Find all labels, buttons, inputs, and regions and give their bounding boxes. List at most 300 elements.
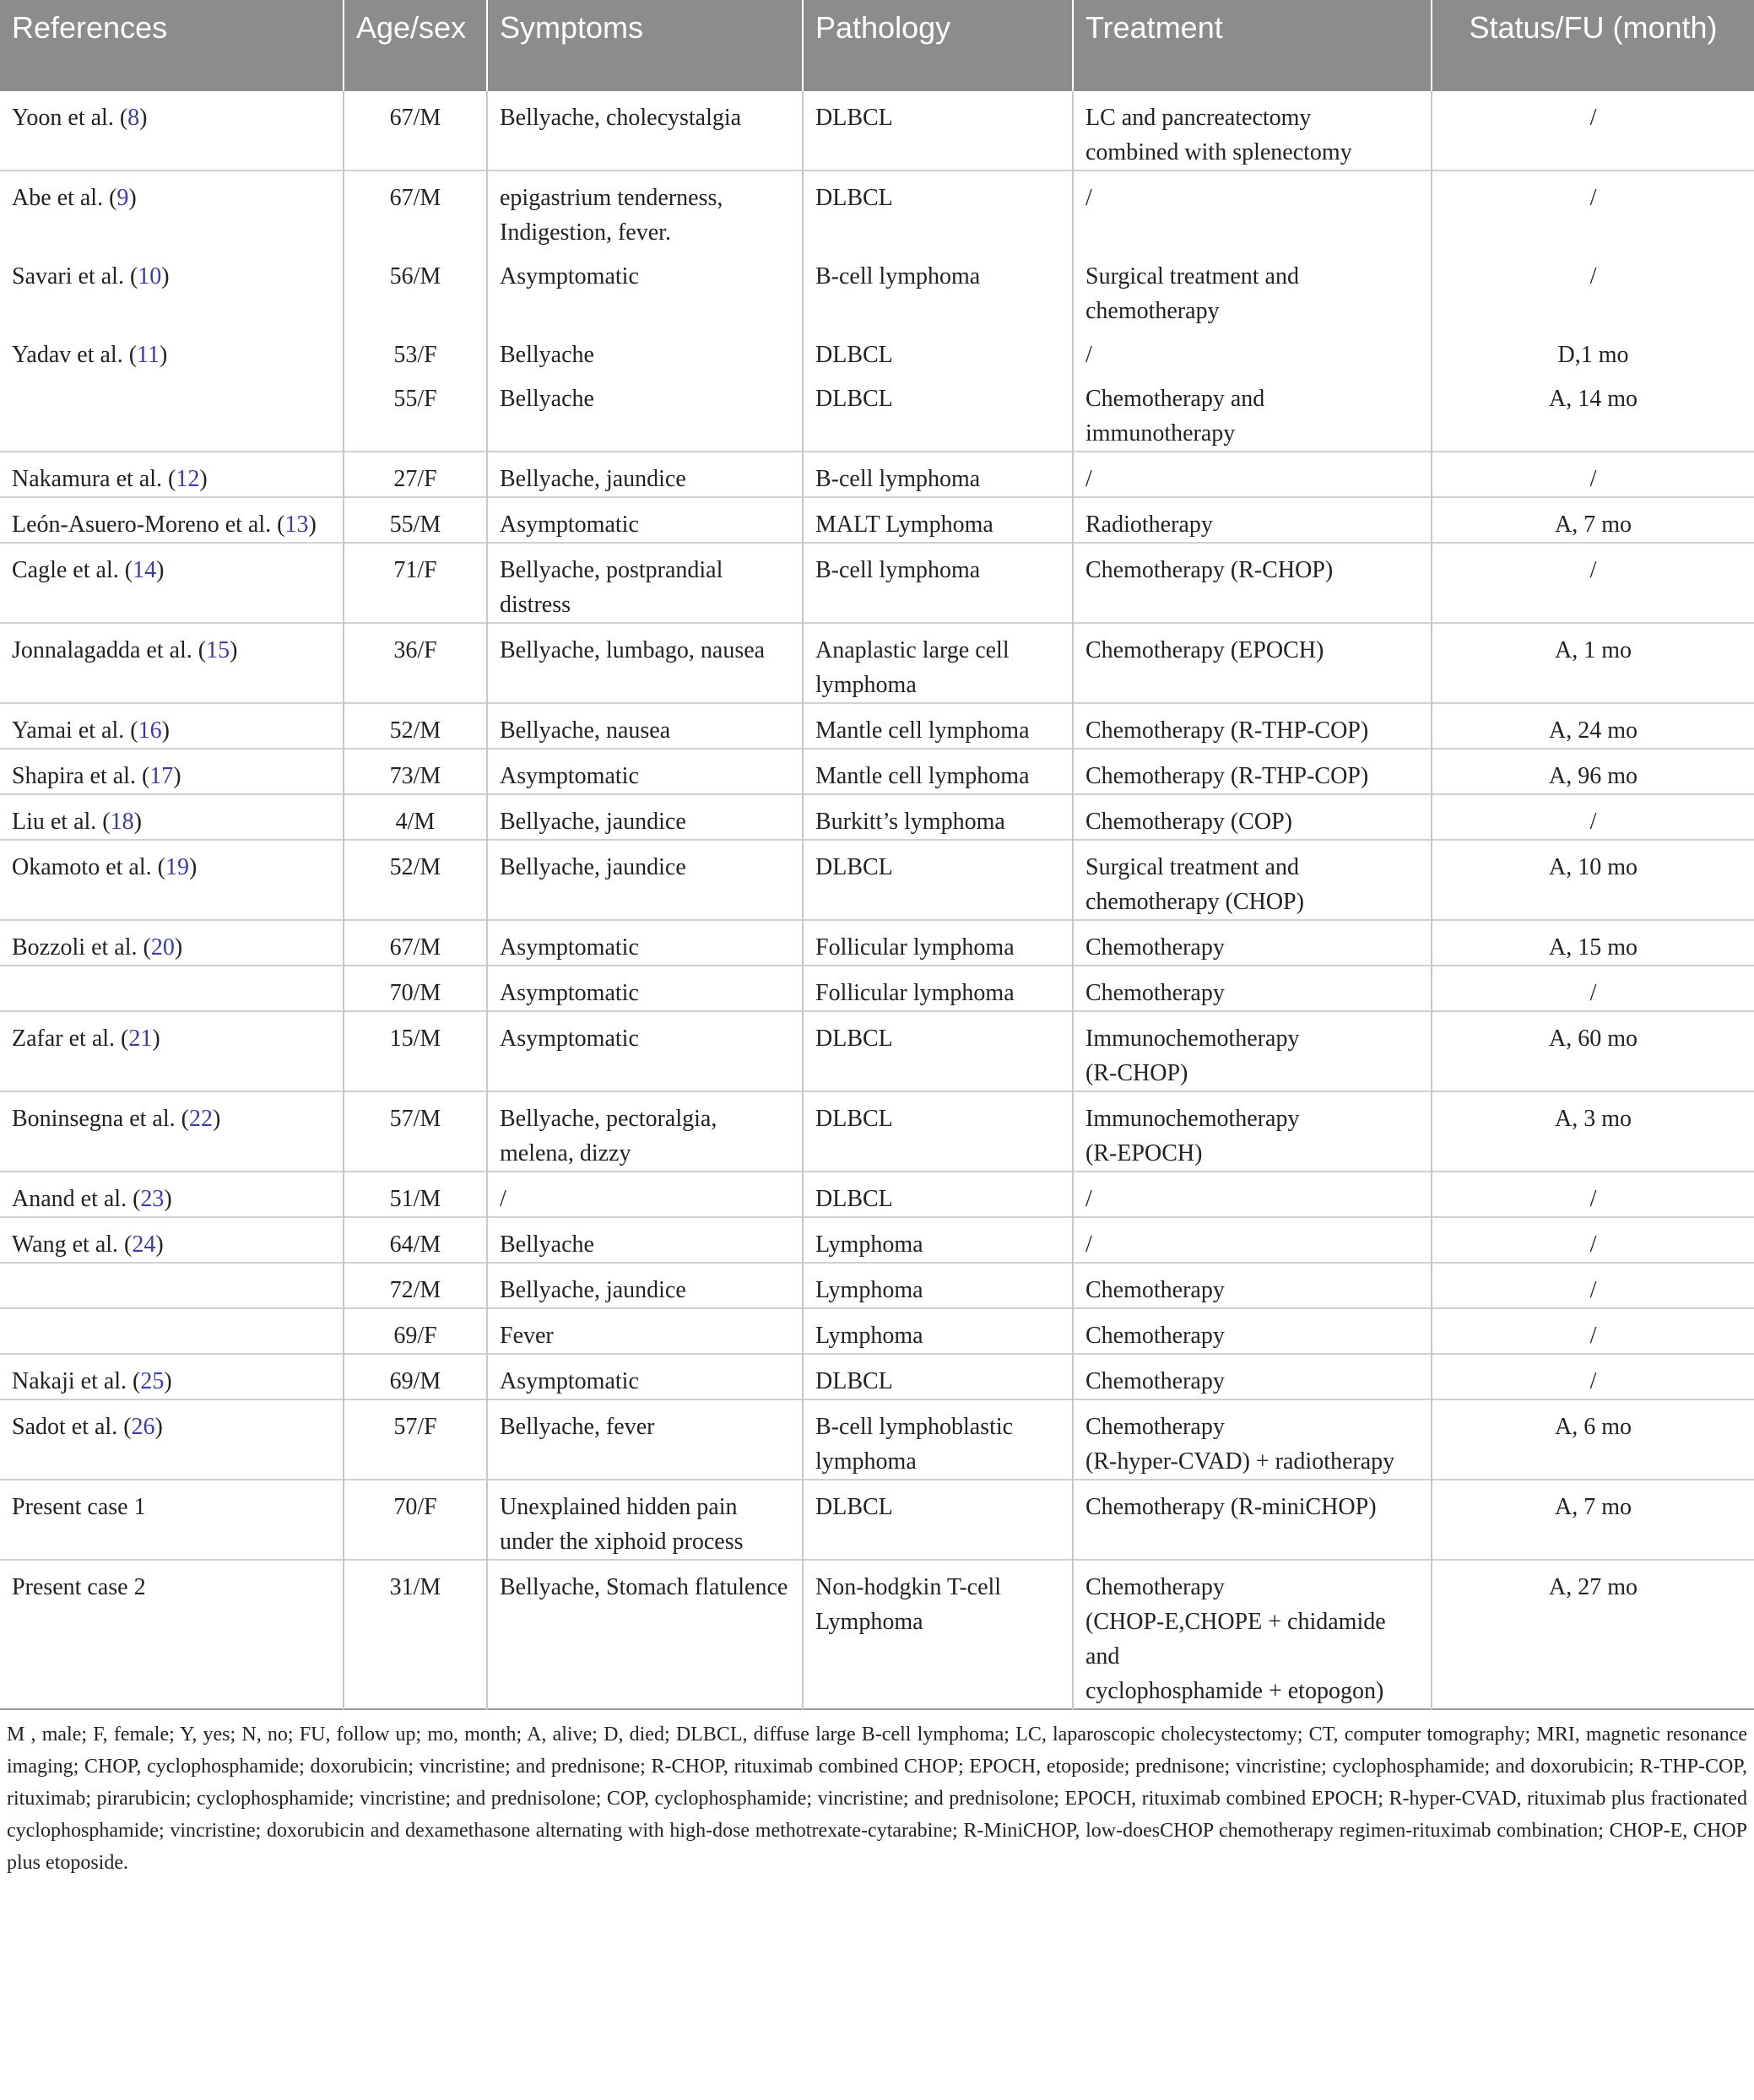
cell-pathology bbox=[803, 1263, 1073, 1308]
cell-treatment-line: Surgical treatment and bbox=[1085, 854, 1299, 880]
cell-symptoms bbox=[487, 1308, 803, 1354]
cell-pathology-line: Mantle cell lymphoma bbox=[815, 717, 1030, 744]
cell-symptoms bbox=[487, 966, 803, 1011]
cell-reference bbox=[0, 1560, 344, 1709]
cell-symptoms bbox=[487, 91, 803, 170]
cell-symptoms-line: Unexplained hidden pain bbox=[500, 1494, 738, 1520]
cell-status: / bbox=[1589, 1323, 1597, 1349]
reference-close: ) bbox=[156, 557, 165, 583]
header-age-sex: Age/sex bbox=[344, 0, 487, 91]
cell-reference bbox=[0, 543, 344, 623]
reference-author: Present case 1 bbox=[12, 1494, 146, 1520]
table-header bbox=[0, 0, 1754, 91]
cell-symptoms bbox=[487, 250, 803, 328]
cell-treatment-line: Chemotherapy (COP) bbox=[1085, 809, 1292, 835]
cell-symptoms-line: Bellyache bbox=[500, 342, 594, 368]
cell-symptoms bbox=[487, 1560, 803, 1709]
cell-symptoms bbox=[487, 497, 803, 543]
cell-age-sex: 4/M bbox=[344, 794, 487, 840]
cell-treatment bbox=[1073, 1172, 1432, 1217]
cell-pathology bbox=[803, 840, 1073, 920]
cell-symptoms-line: melena, dizzy bbox=[500, 1140, 631, 1166]
cell-status: A, 24 mo bbox=[1549, 717, 1638, 744]
reference-close: ) bbox=[159, 342, 168, 368]
reference-author: Bozzoli et al. ( bbox=[12, 934, 151, 961]
cell-reference bbox=[0, 497, 344, 543]
cell-symptoms-line: Bellyache, nausea bbox=[500, 717, 671, 744]
reference-author: Liu et al. ( bbox=[12, 809, 111, 835]
table-row bbox=[0, 1217, 1754, 1263]
reference-close: ) bbox=[212, 1106, 221, 1132]
cell-treatment-line: Chemotherapy (R-CHOP) bbox=[1085, 557, 1334, 583]
cell-status: / bbox=[1589, 263, 1597, 290]
cell-treatment-line: Surgical treatment and bbox=[1085, 263, 1299, 290]
cell-treatment bbox=[1073, 840, 1432, 920]
reference-number-link[interactable]: 25 bbox=[140, 1368, 165, 1394]
cell-pathology-line: Lymphoma bbox=[815, 1323, 923, 1349]
cell-treatment bbox=[1073, 250, 1432, 328]
cell-symptoms bbox=[487, 1091, 803, 1172]
cell-symptoms-line: distress bbox=[500, 592, 571, 618]
reference-number-link[interactable]: 12 bbox=[176, 466, 200, 492]
reference-number-link[interactable]: 9 bbox=[116, 185, 129, 211]
cell-pathology-line: lymphoma bbox=[815, 1448, 917, 1475]
cell-age-sex: 27/F bbox=[344, 452, 487, 497]
reference-number-link[interactable]: 15 bbox=[206, 637, 230, 663]
reference-close: ) bbox=[155, 1231, 164, 1258]
cell-status: / bbox=[1589, 557, 1597, 583]
reference-author: Abe et al. ( bbox=[12, 185, 117, 211]
reference-author: Shapira et al. ( bbox=[12, 763, 150, 789]
reference-number-link[interactable]: 22 bbox=[188, 1106, 213, 1132]
cell-reference bbox=[0, 920, 344, 966]
cell-reference bbox=[0, 749, 344, 794]
cell-pathology-line: DLBCL bbox=[815, 386, 893, 412]
cell-pathology bbox=[803, 452, 1073, 497]
cell-pathology-line: Anaplastic large cell bbox=[815, 637, 1010, 663]
cell-pathology bbox=[803, 623, 1073, 703]
cell-age-sex: 73/M bbox=[344, 749, 487, 794]
cell-pathology bbox=[803, 1354, 1073, 1399]
reference-author: León-Asuero-Moreno et al. ( bbox=[12, 511, 285, 538]
header-row bbox=[0, 0, 1754, 91]
table-row bbox=[0, 1308, 1754, 1354]
cell-treatment bbox=[1073, 91, 1432, 170]
cell-symptoms bbox=[487, 749, 803, 794]
cell-pathology bbox=[803, 1560, 1073, 1709]
reference-close: ) bbox=[230, 637, 238, 663]
cell-treatment bbox=[1073, 452, 1432, 497]
table-row bbox=[0, 250, 1754, 328]
cell-symptoms bbox=[487, 452, 803, 497]
reference-author: Okamoto et al. ( bbox=[12, 854, 165, 880]
cell-treatment-line: / bbox=[1085, 1186, 1092, 1212]
table-row bbox=[0, 452, 1754, 497]
cell-pathology bbox=[803, 497, 1073, 543]
cell-pathology-line: Follicular lymphoma bbox=[815, 934, 1015, 961]
cell-symptoms-line: Bellyache, pectoralgia, bbox=[500, 1106, 717, 1132]
cell-age-sex: 69/M bbox=[344, 1354, 487, 1399]
cell-treatment-line: Chemotherapy (R-miniCHOP) bbox=[1085, 1494, 1377, 1520]
cell-treatment bbox=[1073, 1480, 1432, 1560]
cell-treatment-line: Immunochemotherapy bbox=[1085, 1106, 1300, 1132]
cell-treatment-line: (R-EPOCH) bbox=[1085, 1140, 1203, 1166]
cell-symptoms-line: Indigestion, fever. bbox=[500, 219, 671, 246]
cell-symptoms-line: Asymptomatic bbox=[500, 1368, 639, 1394]
reference-author: Cagle et al. ( bbox=[12, 557, 133, 583]
header-symptoms: Symptoms bbox=[487, 0, 803, 91]
table-body bbox=[0, 91, 1754, 1709]
cell-treatment bbox=[1073, 1011, 1432, 1091]
cell-pathology bbox=[803, 1399, 1073, 1480]
reference-number-link[interactable]: 10 bbox=[138, 263, 162, 290]
cell-pathology bbox=[803, 1480, 1073, 1560]
cell-treatment-line: combined with splenectomy bbox=[1085, 139, 1352, 165]
cell-symptoms-line: Bellyache bbox=[500, 386, 594, 412]
cell-age-sex: 69/F bbox=[344, 1308, 487, 1354]
cell-reference bbox=[0, 794, 344, 840]
cell-status: / bbox=[1589, 466, 1597, 492]
header-status: Status/FU (month) bbox=[1432, 0, 1754, 91]
cell-treatment bbox=[1073, 623, 1432, 703]
cell-treatment-line: Chemotherapy bbox=[1085, 934, 1225, 961]
cell-status: / bbox=[1589, 980, 1597, 1006]
cell-reference bbox=[0, 250, 344, 328]
reference-close: ) bbox=[161, 717, 170, 744]
cell-symptoms bbox=[487, 1354, 803, 1399]
reference-number-link[interactable]: 23 bbox=[140, 1186, 165, 1212]
cell-age-sex: 56/M bbox=[344, 250, 487, 328]
reference-number-link[interactable]: 26 bbox=[131, 1414, 155, 1440]
table-row bbox=[0, 1263, 1754, 1308]
reference-number-link[interactable]: 16 bbox=[138, 717, 162, 744]
cell-symptoms-line: Asymptomatic bbox=[500, 263, 639, 290]
cell-pathology-line: DLBCL bbox=[815, 1026, 893, 1052]
cell-treatment-line: / bbox=[1085, 466, 1092, 492]
reference-number-link[interactable]: 18 bbox=[110, 809, 134, 835]
cell-status: / bbox=[1589, 809, 1597, 835]
cell-status: / bbox=[1589, 1186, 1597, 1212]
cell-age-sex: 72/M bbox=[344, 1263, 487, 1308]
cell-age-sex: 67/M bbox=[344, 920, 487, 966]
cell-treatment-line: immunotherapy bbox=[1085, 420, 1236, 447]
cell-pathology bbox=[803, 920, 1073, 966]
cell-treatment-line: cyclophosphamide + etopogon) bbox=[1085, 1678, 1384, 1704]
cell-pathology-line: Lymphoma bbox=[815, 1231, 923, 1258]
cell-symptoms-line: Bellyache, postprandial bbox=[500, 557, 723, 583]
cell-treatment-line: Radiotherapy bbox=[1085, 511, 1213, 538]
cell-treatment-line: / bbox=[1085, 342, 1092, 368]
cell-age-sex: 51/M bbox=[344, 1172, 487, 1217]
table-row bbox=[0, 703, 1754, 749]
cell-status: / bbox=[1589, 185, 1597, 211]
cell-pathology bbox=[803, 1172, 1073, 1217]
cell-status: / bbox=[1589, 1231, 1597, 1258]
cell-age-sex: 31/M bbox=[344, 1560, 487, 1709]
cell-status: A, 15 mo bbox=[1549, 934, 1638, 961]
cell-pathology bbox=[803, 91, 1073, 170]
cell-treatment-line: / bbox=[1085, 1231, 1092, 1258]
reference-author: Zafar et al. ( bbox=[12, 1026, 129, 1052]
cell-age-sex: 15/M bbox=[344, 1011, 487, 1091]
cell-pathology bbox=[803, 703, 1073, 749]
cell-symptoms-line: Bellyache, lumbago, nausea bbox=[500, 637, 766, 663]
cell-treatment bbox=[1073, 794, 1432, 840]
cell-age-sex: 36/F bbox=[344, 623, 487, 703]
cell-symptoms-line: Bellyache, cholecystalgia bbox=[500, 105, 742, 131]
reference-close: ) bbox=[133, 809, 142, 835]
cell-pathology bbox=[803, 328, 1073, 372]
cell-pathology-line: Burkitt’s lymphoma bbox=[815, 809, 1005, 835]
cell-age-sex: 52/M bbox=[344, 703, 487, 749]
table-row bbox=[0, 1172, 1754, 1217]
cell-treatment bbox=[1073, 920, 1432, 966]
cell-reference bbox=[0, 1091, 344, 1172]
cell-status: A, 14 mo bbox=[1549, 386, 1638, 412]
cell-symptoms bbox=[487, 170, 803, 250]
cell-symptoms bbox=[487, 1011, 803, 1091]
cell-reference bbox=[0, 170, 344, 250]
cell-symptoms bbox=[487, 1172, 803, 1217]
reference-author: Present case 2 bbox=[12, 1574, 146, 1600]
cell-age-sex: 55/F bbox=[344, 372, 487, 452]
cell-symptoms-line: Fever bbox=[500, 1323, 554, 1349]
cell-symptoms bbox=[487, 1217, 803, 1263]
cell-treatment bbox=[1073, 1091, 1432, 1172]
reference-close: ) bbox=[164, 1368, 172, 1394]
cell-pathology-line: B-cell lymphoma bbox=[815, 466, 981, 492]
cell-symptoms-line: Asymptomatic bbox=[500, 980, 639, 1006]
cell-pathology bbox=[803, 170, 1073, 250]
cell-pathology-line: DLBCL bbox=[815, 185, 893, 211]
cell-status: A, 7 mo bbox=[1555, 511, 1632, 538]
cell-symptoms-line: under the xiphoid process bbox=[500, 1529, 744, 1555]
reference-close: ) bbox=[164, 1186, 172, 1212]
table-row bbox=[0, 1354, 1754, 1399]
cell-pathology bbox=[803, 543, 1073, 623]
reference-author: Anand et al. ( bbox=[12, 1186, 141, 1212]
cell-age-sex: 57/F bbox=[344, 1399, 487, 1480]
cell-symptoms-line: Bellyache, Stomach flatulence bbox=[500, 1574, 788, 1600]
reference-number-link[interactable]: 17 bbox=[149, 763, 174, 789]
reference-number-link[interactable]: 13 bbox=[284, 511, 309, 538]
cell-symptoms bbox=[487, 543, 803, 623]
reference-author: Yoon et al. ( bbox=[12, 105, 128, 131]
cell-status: A, 7 mo bbox=[1555, 1494, 1632, 1520]
cell-reference bbox=[0, 840, 344, 920]
cell-symptoms bbox=[487, 623, 803, 703]
cell-pathology-line: DLBCL bbox=[815, 105, 893, 131]
cell-pathology-line: DLBCL bbox=[815, 854, 893, 880]
cell-reference bbox=[0, 452, 344, 497]
cell-treatment-line: Chemotherapy (R-THP-COP) bbox=[1085, 717, 1369, 744]
reference-number-link[interactable]: 19 bbox=[165, 854, 189, 880]
cell-symptoms bbox=[487, 794, 803, 840]
cell-treatment-line: Chemotherapy bbox=[1085, 1277, 1225, 1303]
cell-treatment-line: Chemotherapy bbox=[1085, 1368, 1225, 1394]
cell-treatment-line: (R-hyper-CVAD) + radiotherapy bbox=[1085, 1448, 1395, 1475]
table-row bbox=[0, 170, 1754, 250]
reference-close: ) bbox=[188, 854, 198, 880]
cell-symptoms bbox=[487, 840, 803, 920]
cell-pathology bbox=[803, 1308, 1073, 1354]
table-row bbox=[0, 1011, 1754, 1091]
table-row bbox=[0, 543, 1754, 623]
cell-pathology-line: Non-hodgkin T-cell bbox=[815, 1574, 1002, 1600]
cell-treatment bbox=[1073, 328, 1432, 372]
cell-status: / bbox=[1589, 105, 1597, 131]
cell-pathology-line: MALT Lymphoma bbox=[815, 511, 993, 538]
cell-symptoms-line: Bellyache, fever bbox=[500, 1414, 655, 1440]
cell-treatment bbox=[1073, 1308, 1432, 1354]
cell-treatment bbox=[1073, 966, 1432, 1011]
cell-age-sex: 57/M bbox=[344, 1091, 487, 1172]
cell-symptoms bbox=[487, 328, 803, 372]
cell-symptoms-line: Asymptomatic bbox=[500, 511, 639, 538]
cell-treatment-line: Immunochemotherapy bbox=[1085, 1026, 1300, 1052]
cell-pathology bbox=[803, 1091, 1073, 1172]
table-row bbox=[0, 1091, 1754, 1172]
reference-author: Yamai et al. ( bbox=[12, 717, 138, 744]
cell-pathology bbox=[803, 794, 1073, 840]
cell-treatment-line: chemotherapy bbox=[1085, 298, 1220, 324]
cell-treatment bbox=[1073, 1560, 1432, 1709]
cell-pathology-line: B-cell lymphoma bbox=[815, 557, 981, 583]
cell-symptoms bbox=[487, 1399, 803, 1480]
cell-symptoms-line: Bellyache, jaundice bbox=[500, 854, 686, 880]
cell-treatment bbox=[1073, 703, 1432, 749]
cell-status: / bbox=[1589, 1277, 1597, 1303]
cell-reference bbox=[0, 1011, 344, 1091]
cell-reference bbox=[0, 1399, 344, 1480]
table-row bbox=[0, 372, 1754, 452]
reference-author: Wang et al. ( bbox=[12, 1231, 133, 1258]
cell-reference bbox=[0, 1217, 344, 1263]
cell-treatment bbox=[1073, 372, 1432, 452]
cell-pathology bbox=[803, 1011, 1073, 1091]
table-row bbox=[0, 1399, 1754, 1480]
cell-age-sex: 70/F bbox=[344, 1480, 487, 1560]
cell-pathology-line: DLBCL bbox=[815, 342, 893, 368]
cell-status: A, 60 mo bbox=[1549, 1026, 1638, 1052]
cell-reference bbox=[0, 1308, 344, 1354]
table-row bbox=[0, 623, 1754, 703]
cell-symptoms-line: Asymptomatic bbox=[500, 1026, 639, 1052]
reference-number-link[interactable]: 14 bbox=[133, 557, 157, 583]
cell-reference bbox=[0, 1263, 344, 1308]
cell-treatment-line: Chemotherapy (R-THP-COP) bbox=[1085, 763, 1369, 789]
header-treatment: Treatment bbox=[1073, 0, 1432, 91]
cell-symptoms-line: / bbox=[500, 1186, 506, 1212]
cell-reference bbox=[0, 1354, 344, 1399]
reference-number-link[interactable]: 24 bbox=[132, 1231, 156, 1258]
cell-symptoms-line: epigastrium tenderness, bbox=[500, 185, 723, 211]
cell-pathology-line: Lymphoma bbox=[815, 1609, 923, 1635]
reference-number-link[interactable]: 11 bbox=[137, 342, 160, 368]
cell-pathology bbox=[803, 1217, 1073, 1263]
cell-reference bbox=[0, 1480, 344, 1560]
cell-age-sex: 67/M bbox=[344, 91, 487, 170]
cell-symptoms bbox=[487, 920, 803, 966]
reference-number-link[interactable]: 20 bbox=[150, 934, 175, 961]
cell-treatment bbox=[1073, 170, 1432, 250]
cell-reference bbox=[0, 328, 344, 372]
cell-treatment-line: Chemotherapy (EPOCH) bbox=[1085, 637, 1324, 663]
cell-symptoms bbox=[487, 703, 803, 749]
cell-status: A, 1 mo bbox=[1555, 637, 1632, 663]
cell-age-sex: 53/F bbox=[344, 328, 487, 372]
cell-status: A, 96 mo bbox=[1549, 763, 1638, 789]
cell-age-sex: 71/F bbox=[344, 543, 487, 623]
cell-symptoms bbox=[487, 372, 803, 452]
cell-symptoms bbox=[487, 1263, 803, 1308]
cell-symptoms-line: Asymptomatic bbox=[500, 934, 639, 961]
cell-treatment-line: Chemotherapy bbox=[1085, 1574, 1225, 1600]
cell-treatment bbox=[1073, 1217, 1432, 1263]
cell-reference bbox=[0, 966, 344, 1011]
table-row bbox=[0, 966, 1754, 1011]
table-row bbox=[0, 920, 1754, 966]
reference-number-link[interactable]: 8 bbox=[127, 105, 140, 131]
cell-treatment-line: chemotherapy (CHOP) bbox=[1085, 889, 1304, 915]
cell-reference bbox=[0, 91, 344, 170]
table-row bbox=[0, 328, 1754, 372]
cell-age-sex: 67/M bbox=[344, 170, 487, 250]
cell-treatment bbox=[1073, 1354, 1432, 1399]
cell-pathology-line: DLBCL bbox=[815, 1106, 893, 1132]
reference-author: Jonnalagadda et al. ( bbox=[12, 637, 207, 663]
cell-symptoms bbox=[487, 1480, 803, 1560]
cell-reference bbox=[0, 1172, 344, 1217]
cell-treatment-line: (R-CHOP) bbox=[1085, 1060, 1188, 1086]
reference-close: ) bbox=[161, 263, 170, 290]
reference-number-link[interactable]: 21 bbox=[128, 1026, 153, 1052]
cell-treatment-line: Chemotherapy bbox=[1085, 1414, 1225, 1440]
cell-status: D,1 mo bbox=[1557, 342, 1629, 368]
cell-treatment-line: Chemotherapy bbox=[1085, 1323, 1225, 1349]
reference-author: Nakamura et al. ( bbox=[12, 466, 176, 492]
table-row bbox=[0, 794, 1754, 840]
cell-pathology bbox=[803, 250, 1073, 328]
reference-close: ) bbox=[154, 1414, 163, 1440]
reference-close: ) bbox=[199, 466, 208, 492]
cell-treatment-line: Chemotherapy and bbox=[1085, 386, 1265, 412]
reference-close: ) bbox=[128, 185, 137, 211]
reference-author: Sadot et al. ( bbox=[12, 1414, 132, 1440]
cell-reference bbox=[0, 703, 344, 749]
cell-treatment-line: and bbox=[1085, 1643, 1120, 1670]
cell-treatment bbox=[1073, 543, 1432, 623]
cell-age-sex: 55/M bbox=[344, 497, 487, 543]
cell-status: A, 6 mo bbox=[1555, 1414, 1632, 1440]
reference-close: ) bbox=[152, 1026, 160, 1052]
cell-pathology-line: B-cell lymphoma bbox=[815, 263, 981, 290]
table-footnote: M , male; F, female; Y, yes; N, no; FU, follow up; mo, month; A, alive; D, died; DLBCL, diffuse large B-cell lymphoma; LC, laparoscopic cholecystectomy; CT, computer tomography; MRI, magnetic resonance imaging; CHOP, cyclophosphamide; doxorubicin; vincristine; and prednisone; R-CHOP, rituximab combined CHOP; EPOCH, etoposide; prednisone; vincristine; cyclophosphamide; and doxorubicin; R-THP-COP, rituximab; pirarubicin; cyclophosphamide; vincristine; and prednisolone; COP, cyclophosphamide; vincristine; and prednisolone; EPOCH, rituximab combined EPOCH; R-hyper-CVAD, rituximab plus fractionated cyclophosphamide; vincristine; doxorubicin and dexamethasone alternating with high-dose methotrexate-cytarabine; R-MiniCHOP, low-doesCHOP chemotherapy regimen-rituximab combination; CHOP-E, CHOP plus etoposide. bbox=[7, 1724, 1747, 1874]
cell-treatment bbox=[1073, 497, 1432, 543]
reference-author: Savari et al. ( bbox=[12, 263, 138, 290]
table-row bbox=[0, 1480, 1754, 1560]
cell-age-sex: 70/M bbox=[344, 966, 487, 1011]
cell-pathology-line: lymphoma bbox=[815, 672, 917, 698]
table-row bbox=[0, 840, 1754, 920]
table-row bbox=[0, 497, 1754, 543]
cell-pathology-line: DLBCL bbox=[815, 1494, 893, 1520]
table-row bbox=[0, 1560, 1754, 1709]
reference-author: Nakaji et al. ( bbox=[12, 1368, 141, 1394]
reference-author: Boninsegna et al. ( bbox=[12, 1106, 189, 1132]
cell-pathology-line: Follicular lymphoma bbox=[815, 980, 1015, 1006]
cell-treatment-line: (CHOP-E,CHOPE + chidamide bbox=[1085, 1609, 1386, 1635]
